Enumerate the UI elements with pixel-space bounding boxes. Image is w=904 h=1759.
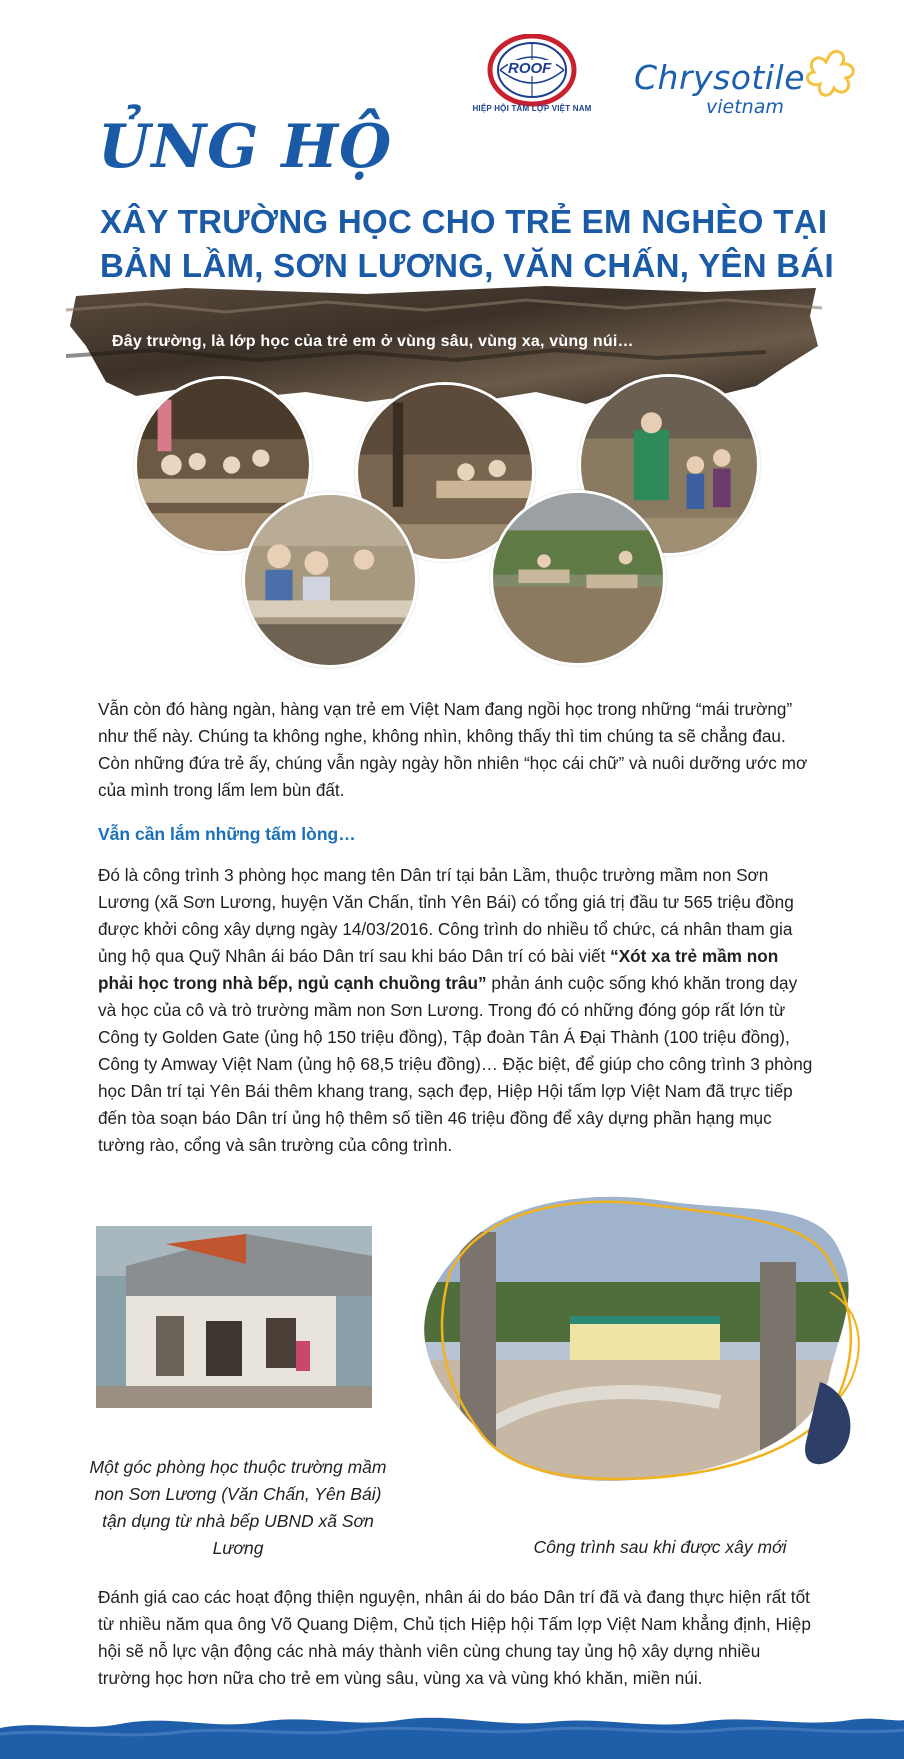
chrysotile-subtitle: vietnam <box>706 96 784 118</box>
chrysotile-flower-icon <box>798 48 860 100</box>
new-school-photo <box>420 1192 864 1492</box>
body-text-part1: Đó là công trình 3 phòng học mang tên Dân trí tại bản Lầm, thuộc trường mầm non Sơn Lương (xã Sơn Lương, huyện Văn Chấn, tỉnh Yên Bái) có tổng giá trị đầu tư 565 triệu đồng được khởi công xây dựng ngày 14/03/2016. Công trình do nhiều tổ chức, cá nhân tham gia ủng hộ qua Quỹ Nhân ái báo Dân trí sau khi báo Dân trí có bài viết <box>98 865 794 966</box>
boys-at-desk-photo <box>242 492 418 668</box>
subtitle-line-1: XÂY TRƯỜNG HỌC CHO TRẺ EM NGHÈO TẠI <box>100 203 828 240</box>
banner-caption: Đây trường, là lớp học của trẻ em ở vùng sâu, vùng xa, vùng núi… <box>112 333 634 350</box>
subtitle-line-2: BẢN LẦM, SƠN LƯƠNG, VĂN CHẤN, YÊN BÁI <box>100 247 835 284</box>
old-classroom-caption: Một góc phòng học thuộc trường mầm non Sơn Lương (Văn Chấn, Yên Bái) tận dụng từ nhà bếp UBND xã Sơn Lương <box>89 1457 387 1558</box>
body-paragraph <box>98 862 816 1159</box>
footer-brush-wave <box>0 1700 904 1759</box>
intro-paragraph: Vẫn còn đó hàng ngàn, hàng vạn trẻ em Việt Nam đang ngồi học trong những “mái trường” như thế này. Chúng ta không nghe, không nhìn, không thấy thì tim chúng ta sẽ chẳng đau. Còn những đứa trẻ ấy, chúng vẫn ngày ngày hồn nhiên “học cái chữ” và nuôi dưỡng ước mơ của mình trong lấm lem bùn đất. <box>98 699 808 800</box>
body-text-part2: phản ánh cuộc sống khó khăn trong dạy và học của cô và trò trường mầm non Sơn Lương. Trong đó có những đóng góp rất lớn từ Công ty Golden Gate (ủng hộ 150 triệu đồng), Tập đoàn Tân Á Đại Thành (100 triệu đồng), Công ty Amway Việt Nam (ủng hộ 68,5 triệu đồng)… Đặc biệt, để giúp cho công trình 3 phòng học Dân trí tại Yên Bái thêm khang trang, sạch đẹp, Hiệp Hội tấm lợp Việt Nam đã trực tiếp đến tòa soạn báo Dân trí ủng hộ thêm số tiền 46 triệu đồng để xây dựng phần hạng mục tường rào, cổng và sân trường của công trình. <box>98 973 813 1155</box>
section-subheading: Vẫn cần lắm những tấm lòng… <box>98 824 356 844</box>
closing-paragraph: Đánh giá cao các hoạt động thiện nguyện, nhân ái do báo Dân trí đã và đang thực hiện rất tốt từ nhiều năm qua ông Võ Quang Diệm, Chủ tịch Hiệp hội Tấm lợp Việt Nam khẳng định, Hiệp hội sẽ nỗ lực vận động các nhà máy thành viên cùng chung tay ủng hộ xây dựng nhiều trường học hơn nữa cho trẻ em vùng sâu, vùng xa và vùng khó khăn, miền núi. <box>98 1587 811 1688</box>
open-classroom-photo <box>490 490 666 666</box>
chrysotile-wordmark: Chrysotile <box>634 58 806 97</box>
roof-logo-mark: ROOF <box>508 60 552 77</box>
page-title: ỦNG HỘ <box>98 112 393 182</box>
old-classroom-photo <box>96 1226 372 1408</box>
new-school-caption: Công trình sau khi được xây mới <box>533 1537 787 1557</box>
roof-logo-caption: HIỆP HỘI TẤM LỢP VIỆT NAM <box>472 104 592 113</box>
article-title-quote: “Xót xa trẻ mầm non phải học trong nhà bếp, ngủ cạnh chuồng trâu” <box>98 946 779 993</box>
page-subtitle <box>100 200 860 288</box>
